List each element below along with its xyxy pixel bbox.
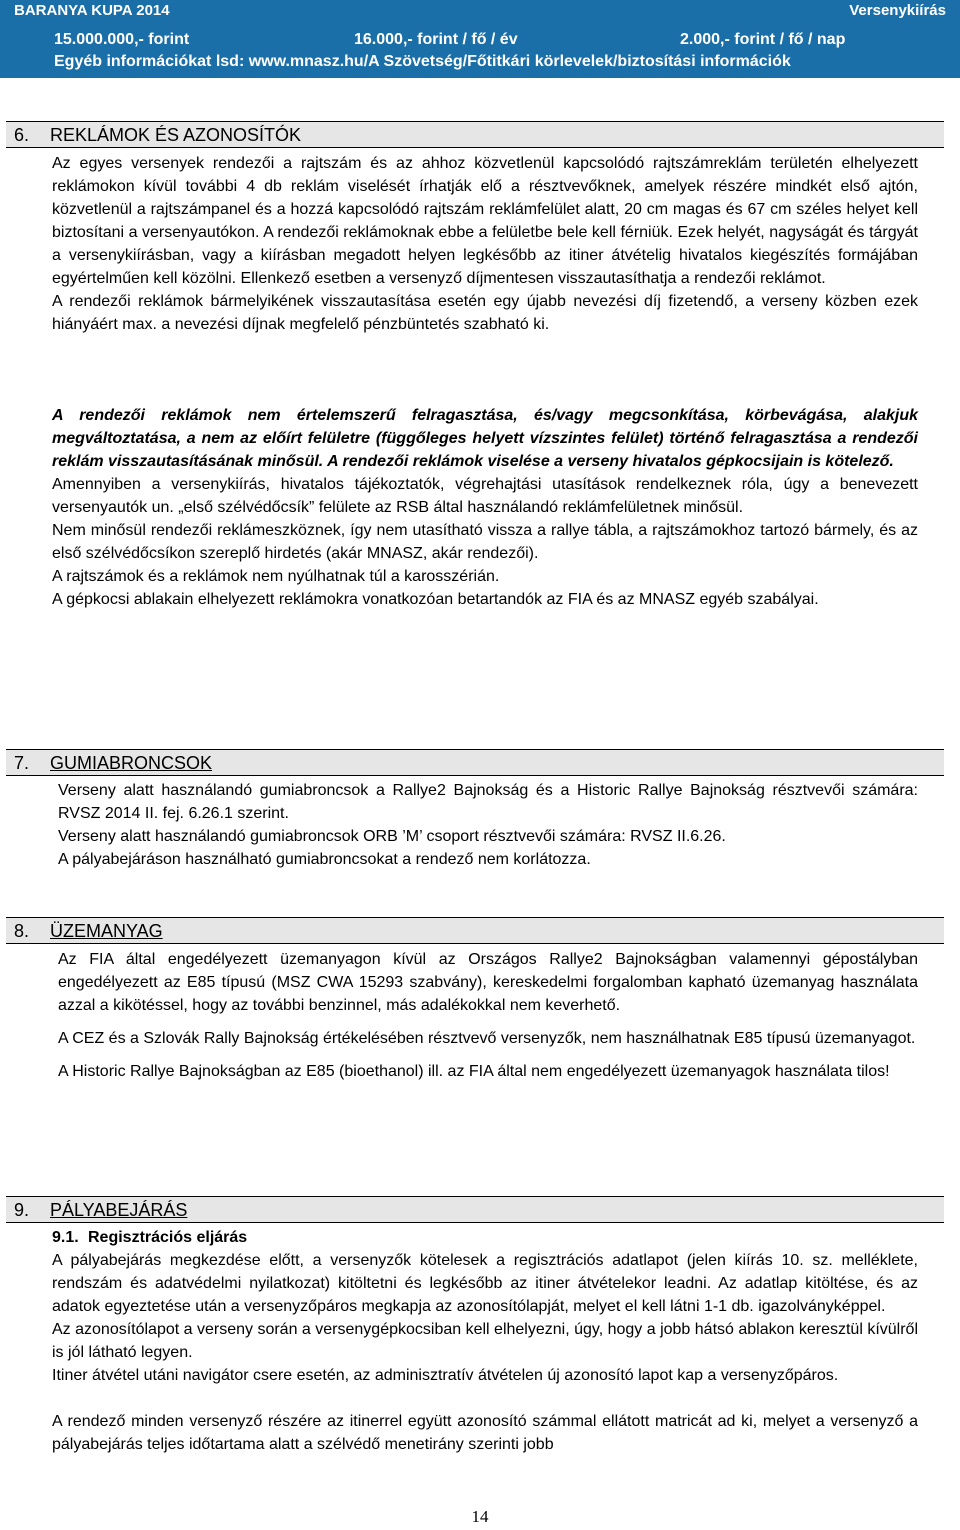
section-9-heading xyxy=(6,1196,944,1223)
document-type: Versenykiírás xyxy=(849,2,946,19)
section-number: 7. xyxy=(14,753,30,773)
fee-2: 16.000,- forint / fő / év xyxy=(354,31,518,48)
paragraph: Az egyes versenyek rendezői a rajtszám és az ahhoz közvetlenül kapcsolódó rajtszámreklám területén elhelyezett reklámokon kívül további 4 db reklám viselését írhatják elő a résztvevőknek, amelyek részére mindkét első ajtón, közvetlenül a rajtszámpanel és a hozzá kapcsolódó rajtszám reklámfelület alatt, 20 cm magas és 67 cm széles helyet kell biztosítani a versenyautókon. A rendezői reklámoknak ebbe a felületbe bele kell férniük. Ezek helyét, nagyságát és tárgyát a versenykiírásban, vagy a kiírásban megadott helyen legkésőbb az itiner átvételig hivatalos kiegészítés formájában egyértelműen kell közölni. Ellenkező esetben a versenyző díjmentesen visszautasíthatja a rendezői reklámot. xyxy=(52,155,918,287)
section-9-body xyxy=(52,1249,918,1456)
section-8-body xyxy=(58,948,918,1083)
paragraph: Az FIA által engedélyezett üzemanyagon kívül az Országos Rallye2 Bajnokságban valamennyi gépostályban engedélyezett az E85 típusú (MSZ CWA 15293 szabvány), kereskedelmi forgalomban kapható üzemanyag használata azzal a kikötéssel, hogy az további benzinnel, más adalékokkal nem keverhető. xyxy=(58,951,918,1014)
section-6-heading xyxy=(6,121,944,148)
section-7-body xyxy=(58,779,918,871)
section-title: PÁLYABEJÁRÁS xyxy=(50,1200,188,1220)
page-number: 14 xyxy=(471,1507,489,1526)
section-6-body-continued xyxy=(52,404,918,611)
subsection-number: 9.1. xyxy=(52,1229,79,1246)
section-title: REKLÁMOK ÉS AZONOSÍTÓK xyxy=(50,125,302,145)
section-7-heading xyxy=(6,749,944,776)
section-title: ÜZEMANYAG xyxy=(50,921,163,941)
paragraph: Amennyiben a versenykiírás, hivatalos tájékoztatók, végrehajtási utasítások rendelkeznek róla, úgy a benevezett versenyautók un. „első szélvédőcsík” felülete az RSB által használandó reklámfelületnek minősül. xyxy=(52,476,918,516)
paragraph: A gépkocsi ablakain elhelyezett reklámokra vonatkozóan betartandók az FIA és az MNASZ egyéb szabályai. xyxy=(52,591,819,608)
paragraph: A rendezői reklámok bármelyikének visszautasítása esetén egy újabb nevezési díj fizetendő, a verseny közben ezek hiányáért max. a nevezési díjnak megfelelő pénzbüntetés szabható ki. xyxy=(52,293,918,333)
section-8-heading xyxy=(6,917,944,944)
document-header xyxy=(0,0,960,78)
fee-1: 15.000.000,- forint xyxy=(54,31,190,48)
paragraph: Verseny alatt használandó gumiabroncsok a Rallye2 Bajnokság és a Historic Rallye Bajnokság résztvevői számára: RVSZ 2014 II. fej. 6.26.1 szerint. xyxy=(58,782,918,822)
paragraph: A CEZ és a Szlovák Rally Bajnokság értékelésében résztvevő versenyzők, nem használhatnak E85 típusú üzemanyagot. xyxy=(58,1030,916,1047)
paragraph: A pályabejárás megkezdése előtt, a versenyzők kötelesek a regisztrációs adatlapot (jelen kiírás 10. sz. melléklete, rendszám és adatvédelmi nyilatkozat) kitöltetni és legkésőbb az itiner átvételekor leadni. Az adatlap kitöltése, és az adatok egyeztetése után a versenyzőpáros megkapja az azonosítólapját, melyet el kell látni 1-1 db. igazolványképpel. xyxy=(52,1252,918,1315)
emphasized-paragraph: A rendezői reklámok nem értelemszerű felragasztása, és/vagy megcsonkítása, körbevágása, alakjuk megváltoztatása, a nem az előírt felületre (függőleges helyett vízszintes felület) történő felragasztása a rendezői reklám visszautasításának minősül. A rendezői reklámok viselése a verseny hivatalos gépkocsijain is kötelező. xyxy=(52,407,918,470)
paragraph: Verseny alatt használandó gumiabroncsok ORB ’M’ csoport résztvevői számára: RVSZ II.6.26. xyxy=(58,828,726,845)
event-title: BARANYA KUPA 2014 xyxy=(14,2,170,19)
paragraph: Itiner átvétel utáni navigátor csere esetén, az adminisztratív átvételen új azonosító lapot kap a versenyzőpáros. xyxy=(52,1367,839,1384)
paragraph: Az azonosítólapot a verseny során a versenygépkocsiban kell elhelyezni, úgy, hogy a jobb hátsó ablakon keresztül kívülről is jól látható legyen. xyxy=(52,1321,918,1361)
paragraph: A rendező minden versenyző részére az itinerrel együtt azonosító számmal ellátott matricát ad ki, melyet a versenyző a pályabejárás teljes időtartama alatt a szélvédő menetirány szerinti jobb xyxy=(52,1413,918,1453)
section-number: 9. xyxy=(14,1200,30,1220)
paragraph: A pályabejáráson használható gumiabroncsokat a rendező nem korlátozza. xyxy=(58,851,591,868)
subsection-title: Regisztrációs eljárás xyxy=(88,1229,248,1246)
section-title: GUMIABRONCSOK xyxy=(50,753,213,773)
header-title-row xyxy=(14,1,946,21)
section-number: 8. xyxy=(14,921,30,941)
paragraph: A Historic Rallye Bajnokságban az E85 (bioethanol) ill. az FIA által nem engedélyezett üzemanyagok használata tilos! xyxy=(58,1063,890,1080)
paragraph: A rajtszámok és a reklámok nem nyúlhatnak túl a karosszérián. xyxy=(52,568,500,585)
section-6-body xyxy=(52,152,918,336)
paragraph: Nem minősül rendezői reklámeszköznek, így nem utasítható vissza a rallye tábla, a rajtszámokhoz tartozó bármely, és az első szélvédőcsíkon szereplő hirdetés (akár MNASZ, akár rendezői). xyxy=(52,522,918,562)
subsection-9-1-heading xyxy=(52,1226,247,1249)
info-line: Egyéb információkat lsd: www.mnasz.hu/A Szövetség/Főtitkári körlevelek/biztosítási információk xyxy=(54,53,791,70)
fee-3: 2.000,- forint / fő / nap xyxy=(680,31,846,48)
section-number: 6. xyxy=(14,125,30,145)
